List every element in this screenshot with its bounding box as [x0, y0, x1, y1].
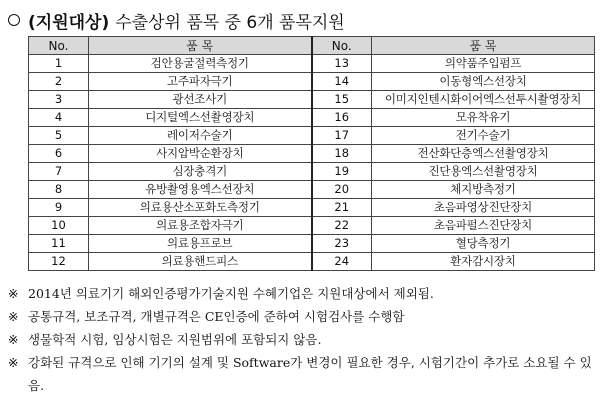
item-name: 전기수술기: [372, 127, 595, 145]
header-item-right: 품 목: [372, 37, 595, 55]
item-number: 6: [29, 145, 89, 163]
item-number: 3: [29, 91, 89, 109]
item-name: 진단용엑스선촬영장치: [372, 163, 595, 181]
item-number: 21: [312, 199, 372, 217]
item-number: 5: [29, 127, 89, 145]
item-name: 이미지인텐시화이어엑스선투시촬영장치: [372, 91, 595, 109]
item-name: 고주파자극기: [89, 73, 312, 91]
item-name: 이동형엑스선장치: [372, 73, 595, 91]
item-name: 의료용조합자극기: [89, 217, 312, 235]
item-number: 10: [29, 217, 89, 235]
item-name: 심장충격기: [89, 163, 312, 181]
item-number: 18: [312, 145, 372, 163]
table-row: [29, 217, 595, 235]
item-name: 초음파펄스진단장치: [372, 217, 595, 235]
table-body: [29, 55, 595, 271]
item-number: 12: [29, 253, 89, 271]
table-row: [29, 145, 595, 163]
table-row: [29, 199, 595, 217]
note-item: [8, 351, 598, 397]
item-name: 모유착유기: [372, 109, 595, 127]
item-name: 사지압박순환장치: [89, 145, 312, 163]
section-heading: [8, 4, 345, 36]
item-number: 2: [29, 73, 89, 91]
item-name: 유방촬영용엑스선장치: [89, 181, 312, 199]
notes-list: [8, 282, 598, 397]
item-number: 22: [312, 217, 372, 235]
item-number: 7: [29, 163, 89, 181]
item-number: 17: [312, 127, 372, 145]
item-number: 9: [29, 199, 89, 217]
item-number: 13: [312, 55, 372, 73]
item-name: 광선조사기: [89, 91, 312, 109]
table-row: [29, 109, 595, 127]
circle-bullet-icon: [8, 14, 20, 26]
supported-items-table: [28, 36, 595, 271]
item-name: 초음파영상진단장치: [372, 199, 595, 217]
note-item: [8, 305, 598, 328]
reference-mark-icon: ※: [8, 332, 19, 347]
item-name: 레이저수술기: [89, 127, 312, 145]
item-number: 1: [29, 55, 89, 73]
header-item-left: 품 목: [89, 37, 312, 55]
table-row: [29, 73, 595, 91]
item-name: 디지털엑스선촬영장치: [89, 109, 312, 127]
item-number: 4: [29, 109, 89, 127]
item-number: 16: [312, 109, 372, 127]
table-row: [29, 91, 595, 109]
heading-text: 수출상위 품목 중 6개 품목지원: [115, 12, 345, 33]
reference-mark-icon: ※: [8, 355, 19, 370]
item-name: 혈당측정기: [372, 235, 595, 253]
table-row: [29, 235, 595, 253]
note-text: 생물학적 시험, 임상시험은 지원범위에 포함되지 않음.: [28, 332, 322, 347]
note-text: 공통규격, 보조규격, 개별규격은 CE인증에 준하여 시험검사를 수행함: [28, 309, 405, 324]
table-row: [29, 253, 595, 271]
item-name: 의료용산소포화도측정기: [89, 199, 312, 217]
item-name: 의약품주입펌프: [372, 55, 595, 73]
table-header-row: [29, 37, 595, 55]
item-name: 전산화단층엑스선촬영장치: [372, 145, 595, 163]
table-row: [29, 181, 595, 199]
item-name: 검안용굴절력측정기: [89, 55, 312, 73]
header-no-right: No.: [312, 37, 372, 55]
item-number: 15: [312, 91, 372, 109]
item-number: 14: [312, 73, 372, 91]
item-number: 11: [29, 235, 89, 253]
reference-mark-icon: ※: [8, 309, 19, 324]
item-name: 의료용핸드피스: [89, 253, 312, 271]
heading-label: (지원대상): [28, 12, 110, 33]
item-number: 20: [312, 181, 372, 199]
note-item: [8, 282, 598, 305]
reference-mark-icon: ※: [8, 286, 19, 301]
item-number: 19: [312, 163, 372, 181]
header-no-left: No.: [29, 37, 89, 55]
item-name: 환자감시장치: [372, 253, 595, 271]
note-item: [8, 328, 598, 351]
table-row: [29, 127, 595, 145]
item-number: 23: [312, 235, 372, 253]
item-number: 24: [312, 253, 372, 271]
note-text: 2014년 의료기기 해외인증평가기술지원 수혜기업은 지원대상에서 제외됨.: [28, 286, 434, 301]
table-row: [29, 55, 595, 73]
item-name: 체지방측정기: [372, 181, 595, 199]
item-number: 8: [29, 181, 89, 199]
item-name: 의료용프로브: [89, 235, 312, 253]
note-text: 강화된 규격으로 인해 기기의 설계 및 Software가 변경이 필요한 경우, 시험기간이 추가로 소요될 수 있음.: [28, 355, 592, 393]
table-row: [29, 163, 595, 181]
